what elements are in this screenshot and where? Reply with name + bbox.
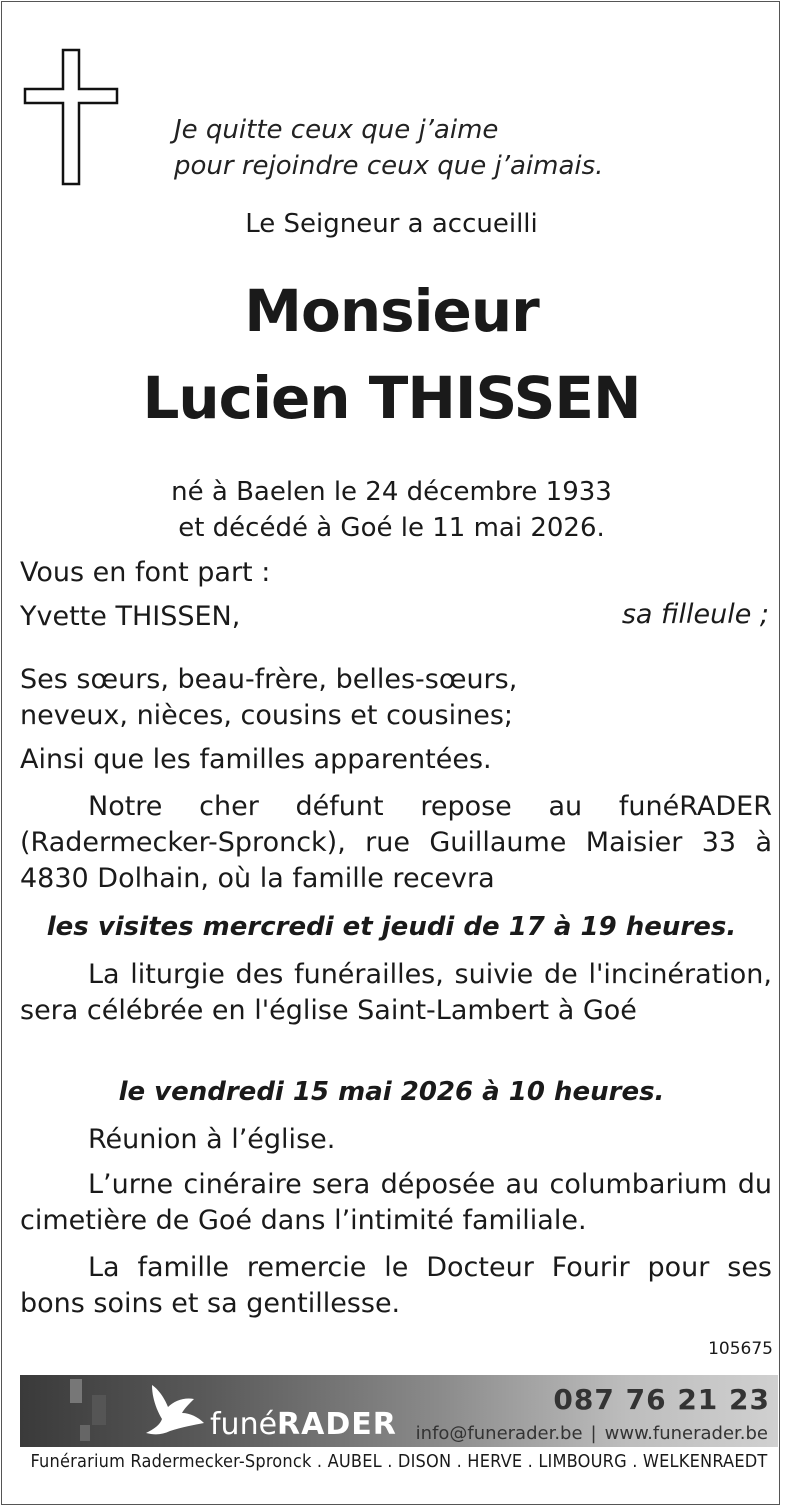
- reference-number: 105675: [708, 1339, 773, 1359]
- funeral-home-banner: [20, 1375, 778, 1447]
- urn-paragraph: L’urne cinéraire sera déposée au columbarium du cimetière de Goé dans l’intimité familiale.: [20, 1169, 772, 1236]
- brand-logo: [210, 1407, 397, 1442]
- meeting-line: Réunion à l’église.: [88, 1124, 336, 1155]
- announcer-name: Yvette THISSEN,: [20, 601, 241, 632]
- thanks-paragraph: La famille remercie le Docteur Fourir pour ses bons soins et sa gentillesse.: [20, 1252, 772, 1319]
- service-date-line: le vendredi 15 mai 2026 à 10 heures.: [118, 1077, 665, 1107]
- brand-logo-light: funé: [210, 1407, 278, 1442]
- brand-logo-bold: RADER: [277, 1407, 397, 1442]
- decor-square: [70, 1379, 82, 1403]
- website-link[interactable]: www.funerader.be: [604, 1423, 768, 1444]
- decor-square: [92, 1395, 106, 1425]
- family-lines: Ses sœurs, beau-frère, belles-sœurs, neveux, nièces, cousins et cousines;: [20, 664, 518, 731]
- death-line: et décédé à Goé le 11 mai 2026.: [178, 513, 605, 543]
- contact-separator: |: [590, 1423, 597, 1444]
- deceased-name: Lucien THISSEN: [142, 364, 641, 432]
- quote-line-2: pour rejoindre ceux que j’aimais.: [174, 151, 604, 181]
- contact-line: [416, 1423, 768, 1444]
- relatives-line: Ainsi que les familles apparentées.: [20, 744, 492, 775]
- life-dates: [2, 474, 780, 546]
- locations-line: Funérarium Radermecker-Spronck . AUBEL . DISON . HERVE . LIMBOURG . WELKENRAEDT: [30, 1451, 768, 1472]
- liturgy-paragraph: La liturgie des funérailles, suivie de l'incinération, sera célébrée en l'église Saint-Lambert à Goé: [20, 959, 772, 1026]
- birth-line: né à Baelen le 24 décembre 1933: [171, 477, 612, 507]
- decor-square: [80, 1425, 90, 1441]
- repose-paragraph: Notre cher défunt repose au funéRADER (Radermecker-Spronck), rue Guillaume Maisier 33 à 4830 Dolhain, où la famille recevra: [20, 791, 772, 894]
- cross-icon: [22, 47, 120, 187]
- dove-logo-icon: [138, 1379, 218, 1441]
- email-link[interactable]: info@funerader.be: [415, 1423, 583, 1444]
- deceased-title: Monsieur: [244, 277, 539, 345]
- phone-number: 087 76 21 23: [553, 1383, 770, 1416]
- announcer-relation: sa filleule ;: [621, 599, 769, 630]
- announcement-heading: Vous en font part :: [20, 557, 271, 588]
- intro-text: Le Seigneur a accueilli: [245, 209, 538, 239]
- obituary-card: [1, 1, 780, 1505]
- quote: [174, 112, 603, 184]
- visits-line: les visites mercredi et jeudi de 17 à 19 heures.: [46, 912, 737, 942]
- quote-line-1: Je quitte ceux que j’aime: [174, 115, 499, 145]
